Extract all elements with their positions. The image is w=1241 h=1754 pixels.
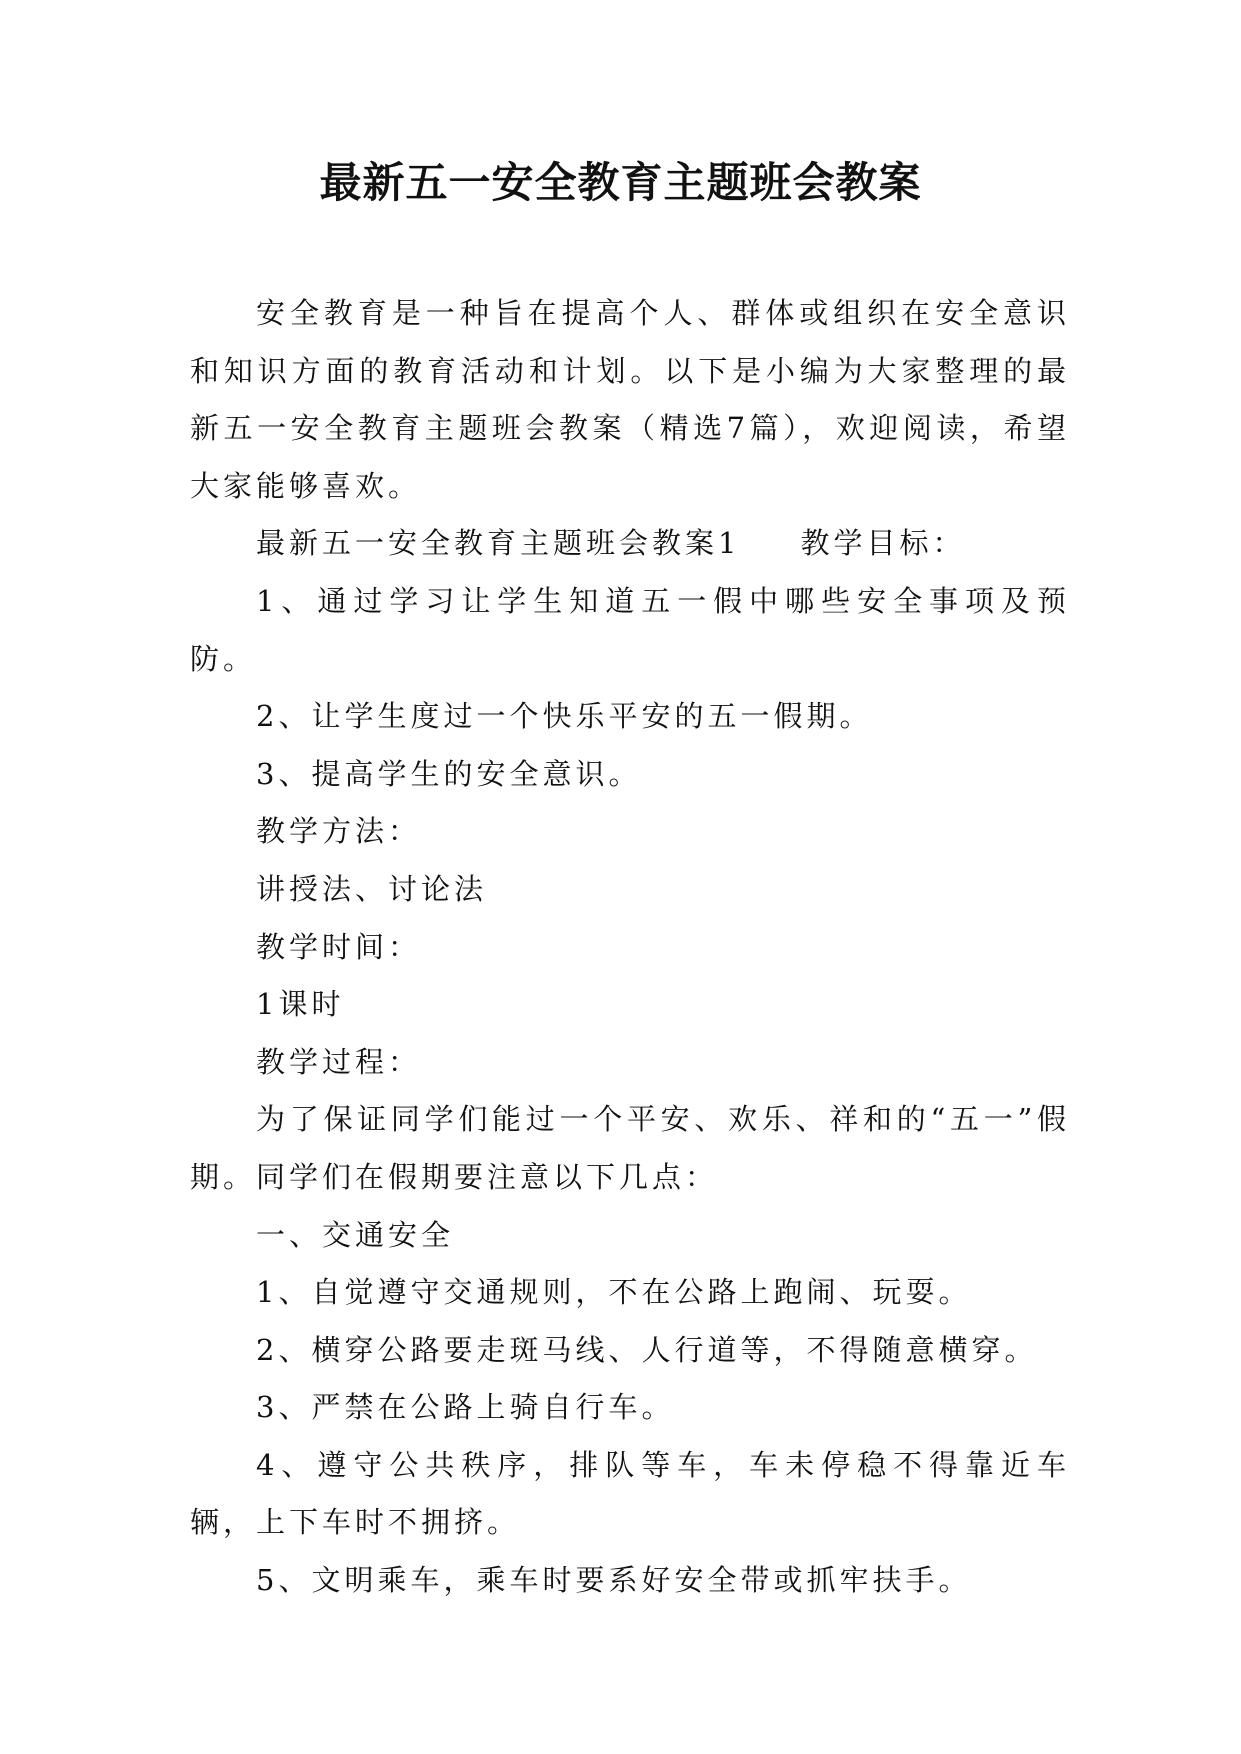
document-title: 最新五一安全教育主题班会教案 [319,158,922,207]
objective-item: 3、提高学生的安全意识。 [256,756,642,791]
objective-item: 1、通过学习让学生知道五一假中哪些安全事项及预防。 [190,583,1070,676]
objectives-label: 教学目标： [800,526,966,561]
traffic-item: 4、遵守公共秩序，排队等车，车未停稳不得靠近车辆，上下车时不拥挤。 [190,1447,1070,1540]
traffic-item: 5、文明乘车，乘车时要系好安全带或抓牢扶手。 [256,1563,972,1598]
traffic-item: 3、严禁在公路上骑自行车。 [256,1390,675,1425]
traffic-item: 2、横穿公路要走斑马线、人行道等，不得随意横穿。 [256,1332,1038,1367]
document-body [190,285,1070,1610]
intro-paragraph: 安全教育是一种旨在提高个人、群体或组织在安全意识和知识方面的教育活动和计划。以下是小编为大家整理的最新五一安全教育主题班会教案（精选7篇），欢迎阅读，希望大家能够喜欢。 [190,296,1070,503]
method-label: 教学方法： [256,814,422,849]
method-value: 讲授法、讨论法 [256,871,488,906]
time-label: 教学时间： [256,929,422,964]
time-value: 1课时 [256,987,345,1022]
section-heading: 最新五一安全教育主题班会教案1 [256,526,741,561]
process-intro: 为了保证同学们能过一个平安、欢乐、祥和的“五一”假期。同学们在假期要注意以下几点： [190,1102,1070,1194]
traffic-heading: 一、交通安全 [256,1217,455,1252]
section-heading-line [190,515,1070,573]
traffic-item: 1、自觉遵守交通规则，不在公路上跑闹、玩耍。 [256,1275,972,1310]
objective-item: 2、让学生度过一个快乐平安的五一假期。 [256,699,873,734]
process-label: 教学过程： [256,1044,422,1079]
